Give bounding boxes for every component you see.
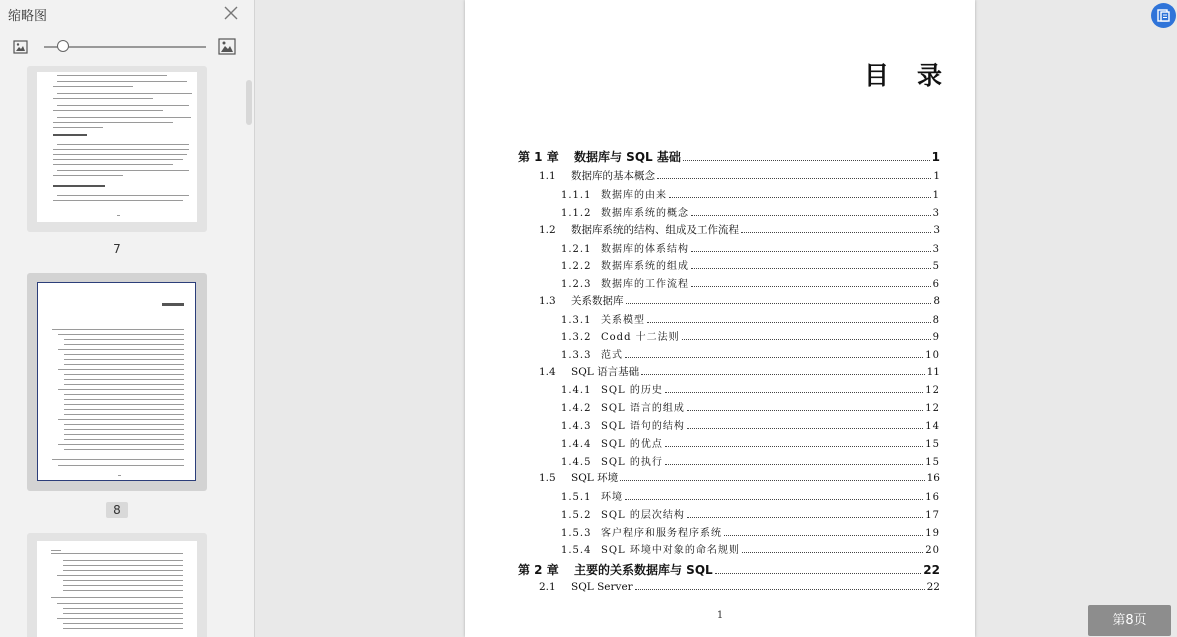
toc-entry[interactable] [539,581,940,593]
toc-leader-dots [741,232,931,233]
thumbnail-page-number: 8 [106,502,128,518]
toc-entry[interactable] [539,470,940,485]
toc-entry-title: SQL Server [571,581,633,593]
toc-entry-number: 1.2.3 [561,279,592,290]
toc-entry[interactable] [561,453,940,468]
toc-entry[interactable] [561,524,940,539]
toc-entry-number: 1.4.5 [561,457,592,468]
toc-entry-title: 数据库的体系结构 [601,244,689,255]
toc-leader-dots [682,339,931,340]
toc-entry-number: 1.5 [539,472,556,484]
sidebar-scrollbar[interactable] [246,80,252,125]
thumbnail-sidebar [0,0,255,637]
toc-entry[interactable] [561,328,940,343]
toc-leader-dots [620,480,925,481]
toc-entry-number: 1.4 [539,366,556,378]
toc-leader-dots [625,357,923,358]
toc-entry-title: 环境 [601,492,623,503]
toc-entry[interactable] [561,275,940,290]
toc-entry-number: 1.2.1 [561,244,592,255]
toc-entry-title: 主要的关系数据库与 SQL [574,563,713,577]
toc-leader-dots [715,573,922,574]
toc-leader-dots [687,517,923,518]
toc-entry-number: 1.4.3 [561,421,592,432]
toc-entry-number: 1.3 [539,295,556,307]
toc-leader-dots [691,268,931,269]
toc-entry-number: 1.5.2 [561,510,592,521]
document-icon [1151,3,1176,28]
toc-entry-number: 1.1 [539,170,556,182]
toc-entry-page: 1 [931,150,940,164]
thumbnail-image [37,282,196,481]
toc-entry-title: SQL 语句的结构 [601,421,685,432]
toc-entry-page: 3 [933,224,940,236]
toc-leader-dots [626,303,932,304]
toc-entry-title: 数据库的由来 [601,190,667,201]
toc-entry-page: 3 [932,208,940,219]
toc-entry-page: 14 [925,421,940,432]
toc-entry-title: SQL 语言的组成 [601,403,685,414]
toc-entry-title: 数据库的工作流程 [601,279,689,290]
toc-leader-dots [665,392,923,393]
toc-leader-dots [641,374,925,375]
toc-entry-page: 9 [932,332,940,343]
toc-entry-number: 1.5.3 [561,528,592,539]
toc-entry-number: 1.3.3 [561,350,592,361]
toc-leader-dots [691,215,931,216]
toc-entry[interactable] [561,488,940,503]
toc-entry-title: SQL 的层次结构 [601,510,685,521]
toc-leader-dots [724,535,923,536]
toc-leader-dots [691,251,931,252]
toc-entry[interactable] [539,293,940,308]
toc-leader-dots [625,499,923,500]
toc-entry[interactable] [561,204,940,219]
toc-entry-number: 1.3.2 [561,332,592,343]
toc-entry-title: SQL 的执行 [601,457,663,468]
toc-title: 目录 [863,61,970,90]
toc-entry-number: 第 2 章 [518,563,559,577]
page-footer-number: 1 [716,610,724,621]
toc-entry[interactable] [561,399,940,414]
toc-entry[interactable] [539,222,940,237]
toc-entry-title: 数据库系统的组成 [601,261,689,272]
image-small-icon[interactable] [13,40,28,54]
toc-entry-page: 5 [932,261,940,272]
toc-entry-page: 12 [925,403,940,414]
toc-leader-dots [687,428,923,429]
thumbnail-page-number: 7 [113,242,121,256]
toc-entry-page: 1 [933,170,940,182]
toc-entry-page: 15 [925,457,940,468]
toc-entry-title: 范式 [601,350,623,361]
toc-entry-page: 12 [925,385,940,396]
toc-entry-page: 1 [932,190,940,201]
toc-entry-number: 1.4.2 [561,403,592,414]
toc-entry[interactable] [561,541,940,556]
toc-entry[interactable] [561,186,940,201]
toc-entry-title: 数据库系统的概念 [601,208,689,219]
sidebar-title: 缩略图 [8,9,48,24]
toc-entry-title: 数据库系统的结构、组成及工作流程 [571,224,739,236]
toc-entry[interactable] [561,311,940,326]
toc-entry-number: 第 1 章 [518,150,559,164]
toc-entry-number: 1.4.4 [561,439,592,450]
toc-entry-number: 1.1.2 [561,208,592,219]
toc-entry-number: 1.4.1 [561,385,592,396]
toc-leader-dots [665,446,923,447]
toc-entry-number: 1.2 [539,224,556,236]
thumbnail-zoom-control [0,36,255,58]
toc-entry-page: 11 [926,366,940,378]
toc-entry-page: 8 [932,315,940,326]
toc-entry-title: 关系模型 [601,315,645,326]
toc-entry[interactable] [518,148,940,165]
toc-leader-dots [647,322,931,323]
toc-entry-number: 1.1.1 [561,190,592,201]
toc-leader-dots [683,160,930,161]
toc-entry-page: 22 [926,581,940,593]
toc-entry-title: Codd 十二法则 [601,332,680,343]
toc-entry[interactable] [561,381,940,396]
toc-entry[interactable] [561,417,940,432]
toc-leader-dots [669,197,931,198]
toc-entry-page: 10 [925,350,940,361]
toc-entry-number: 1.5.4 [561,545,592,556]
toc-entry-title: SQL 语言基础 [571,366,640,378]
toc-leader-dots [687,410,923,411]
thumbnail-image [37,541,197,637]
toc-entry-page: 16 [926,472,940,484]
toc-entry-title: 关系数据库 [571,295,624,307]
toc-entry[interactable] [518,561,940,578]
toc-entry-title: SQL 的历史 [601,385,663,396]
toc-entry[interactable] [539,168,940,183]
toc-entry-title: SQL 环境中对象的命名规则 [601,545,740,556]
toc-entry[interactable] [561,257,940,272]
toc-entry[interactable] [561,435,940,450]
toc-leader-dots [635,589,925,590]
toc-entry-number: 1.3.1 [561,315,592,326]
toc-entry-number: 1.2.2 [561,261,592,272]
toc-leader-dots [665,464,923,465]
toc-leader-dots [691,286,931,287]
toc-entry-title: SQL 环境 [571,472,619,484]
toc-entry-page: 16 [925,492,940,503]
toc-entry[interactable] [539,364,940,379]
toc-entry-page: 17 [925,510,940,521]
toc-entry[interactable] [561,506,940,521]
current-page-badge: 第8页 [1088,605,1171,636]
toc-leader-dots [742,552,923,553]
floating-tool-button[interactable] [1151,3,1176,28]
toc-entry-page: 15 [925,439,940,450]
zoom-slider-handle[interactable] [57,40,69,52]
toc-entry[interactable] [561,240,940,255]
toc-entry[interactable] [561,346,940,361]
toc-entry-page: 8 [933,295,940,307]
toc-entry-number: 2.1 [539,581,556,593]
toc-entry-title: 数据库与 SQL 基础 [574,150,681,164]
toc-leader-dots [657,178,931,179]
toc-entry-page: 20 [925,545,940,556]
toc-entry-page: 22 [923,563,940,577]
toc-entry-number: 1.5.1 [561,492,592,503]
close-icon[interactable] [222,4,240,22]
toc-entry-page: 6 [932,279,940,290]
toc-entry-title: 数据库的基本概念 [571,170,655,182]
image-large-icon[interactable] [218,38,236,55]
toc-entry-title: 客户程序和服务程序系统 [601,528,722,539]
toc-entry-page: 3 [932,244,940,255]
toc-entry-title: SQL 的优点 [601,439,663,450]
document-page [465,0,975,637]
toc-entry-page: 19 [925,528,940,539]
thumbnail-image [37,72,197,222]
